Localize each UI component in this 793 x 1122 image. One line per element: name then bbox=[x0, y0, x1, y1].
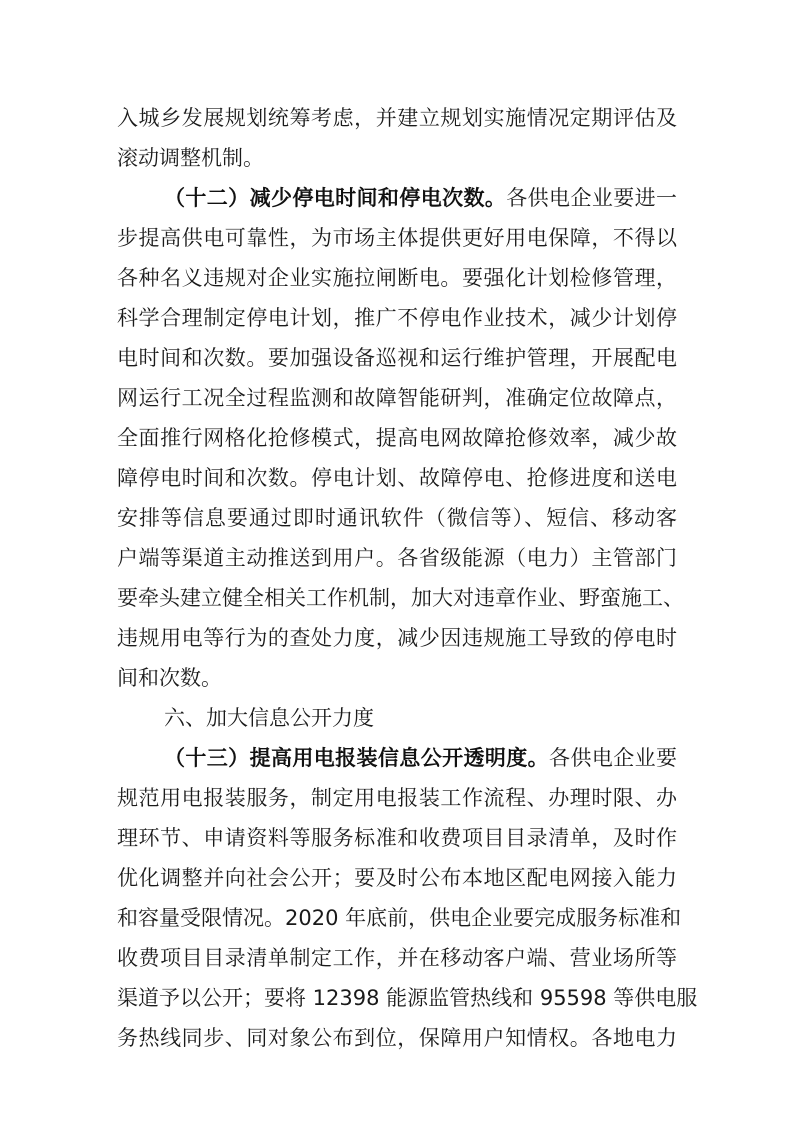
section-12-title: （十二）减少停电时间和停电次数。 bbox=[164, 186, 507, 210]
text-line-11: 安排等信息要通过即时通讯软件（微信等）、短信、移动客 bbox=[117, 506, 677, 530]
text-line-22: 收费项目目录清单制定工作，并在移动客户端、营业场所等 bbox=[117, 946, 677, 970]
text-line-18: 规范用电报装服务，制定用电报装工作流程、办理时限、办 bbox=[117, 786, 677, 810]
text-line-19: 理环节、申请资料等服务标准和收费项目目录清单，及时作 bbox=[117, 826, 677, 850]
section-heading-6: 六、加大信息公开力度 bbox=[164, 706, 374, 730]
text-line-5: 各种名义违规对企业实施拉闸断电。要强化计划检修管理， bbox=[117, 266, 677, 290]
text-line-24: 务热线同步、同对象公布到位，保障用户知情权。各地电力 bbox=[117, 1026, 677, 1050]
text-line-9: 全面推行网格化抢修模式，提高电网故障抢修效率，减少故 bbox=[117, 426, 677, 450]
text-line-10: 障停电时间和次数。停电计划、故障停电、抢修进度和送电 bbox=[117, 466, 677, 490]
section-13-title: （十三）提高用电报装信息公开透明度。 bbox=[164, 746, 550, 770]
text-line-2: 滚动调整机制。 bbox=[117, 146, 264, 170]
section-13-first-line: （十三）提高用电报装信息公开透明度。各供电企业要 bbox=[164, 746, 678, 770]
text-line-15: 间和次数。 bbox=[117, 666, 222, 690]
text-line-8: 网运行工况全过程监测和故障智能研判，准确定位故障点， bbox=[117, 386, 677, 410]
text-line-21: 和容量受限情况。2020 年底前，供电企业要完成服务标准和 bbox=[117, 906, 682, 930]
text-line-13: 要牵头建立健全相关工作机制，加大对违章作业、野蛮施工、 bbox=[117, 586, 684, 610]
text-line-4: 步提高供电可靠性，为市场主体提供更好用电保障，不得以 bbox=[117, 226, 677, 250]
text-line-1: 入城乡发展规划统筹考虑，并建立规划实施情况定期评估及 bbox=[117, 106, 677, 130]
text-line-23: 渠道予以公开；要将 12398 能源监管热线和 95598 等供电服 bbox=[117, 986, 698, 1010]
text-line-7: 电时间和次数。要加强设备巡视和运行维护管理，开展配电 bbox=[117, 346, 677, 370]
text-line-6: 科学合理制定停电计划，推广不停电作业技术，减少计划停 bbox=[117, 306, 677, 330]
text-line-14: 违规用电等行为的查处力度，减少因违规施工导致的停电时 bbox=[117, 626, 677, 650]
text-line-12: 户端等渠道主动推送到用户。各省级能源（电力）主管部门 bbox=[117, 546, 677, 570]
section-12-first-line: （十二）减少停电时间和停电次数。各供电企业要进一 bbox=[164, 186, 678, 210]
text-line-20: 优化调整并向社会公开；要及时公布本地区配电网接入能力 bbox=[117, 866, 677, 890]
